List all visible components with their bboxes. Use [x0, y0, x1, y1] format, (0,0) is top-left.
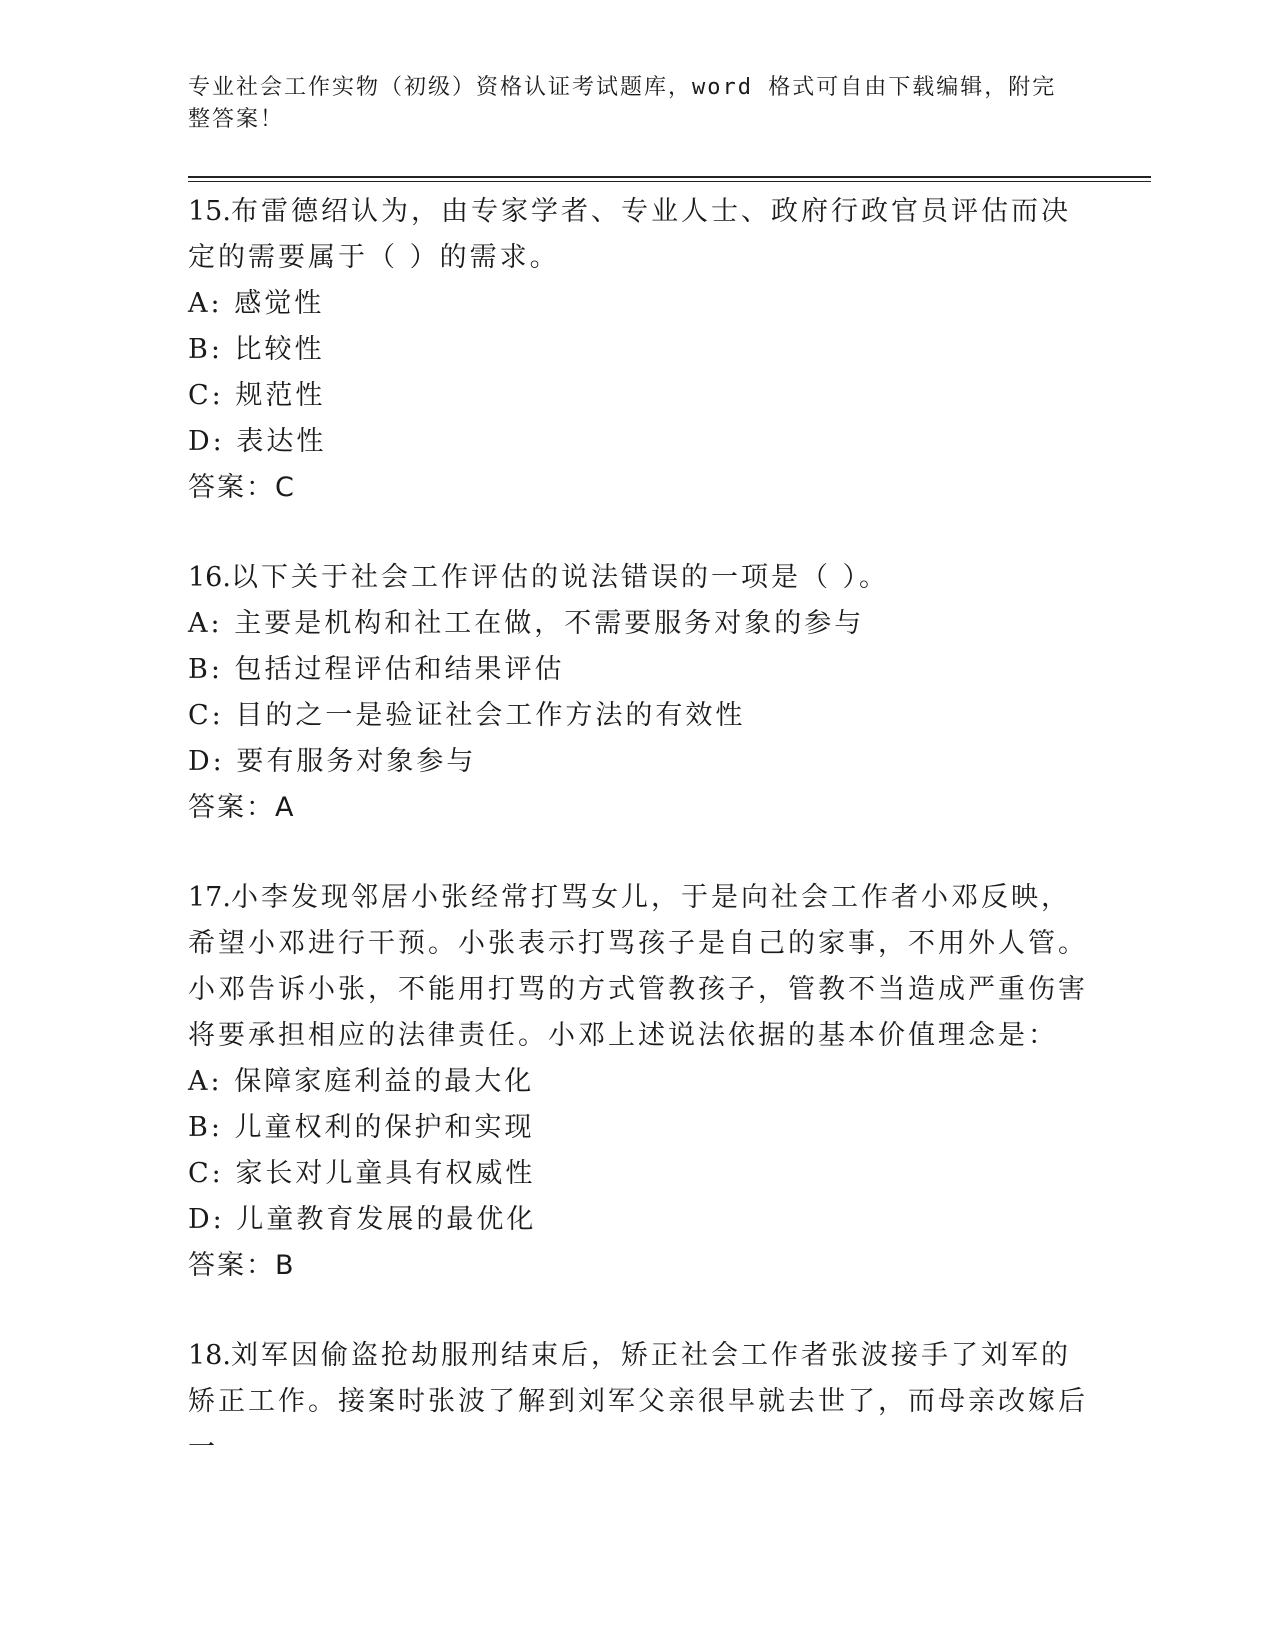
option-d [188, 1197, 1088, 1243]
option-c [188, 693, 1088, 739]
option-letter: C: [188, 700, 224, 731]
question-number: 16. [188, 562, 231, 593]
option-text: 包括过程评估和结果评估 [234, 654, 565, 685]
option-text: 家长对儿童具有权威性 [235, 1158, 536, 1189]
question-number: 17. [188, 882, 231, 913]
option-text: 感觉性 [234, 288, 325, 319]
question-text: 刘军因偷盗抢劫服刑结束后，矫正社会工作者张波接手了刘军的矫正工作。接案时张波了解到刘军父亲很早就去世了，而母亲改嫁后一 [188, 1340, 1088, 1463]
option-text: 儿童教育发展的最优化 [236, 1204, 537, 1235]
option-text: 要有服务对象参与 [236, 746, 477, 777]
option-c [188, 1151, 1088, 1197]
option-text: 主要是机构和社工在做，不需要服务对象的参与 [234, 608, 865, 639]
option-b [188, 1105, 1088, 1151]
option-text: 规范性 [235, 380, 326, 411]
option-letter: A: [188, 608, 223, 639]
answer-line: 答案：B [188, 1250, 296, 1281]
question-list [188, 189, 1088, 1515]
header-divider-thin [188, 181, 1151, 182]
question-number: 15. [188, 196, 231, 227]
option-letter: A: [188, 1066, 223, 1097]
option-d [188, 419, 1088, 465]
page-header [188, 72, 1068, 136]
question-text: 小李发现邻居小张经常打骂女儿，于是向社会工作者小邓反映，希望小邓进行干预。小张表示打骂孩子是自己的家事，不用外人管。小邓告诉小张，不能用打骂的方式管教孩子，管教不当造成严重伤害将要承担相应的法律责任。小邓上述说法依据的基本价值理念是： [188, 882, 1088, 1051]
question-16 [188, 555, 1088, 831]
option-letter: B: [188, 1112, 223, 1143]
question-stem [188, 555, 1088, 601]
question-18 [188, 1333, 1088, 1471]
option-letter: C: [188, 380, 224, 411]
option-c [188, 373, 1088, 419]
option-letter: A: [188, 288, 223, 319]
option-letter: B: [188, 334, 223, 365]
question-text: 布雷德绍认为，由专家学者、专业人士、政府行政官员评估而决定的需要属于（ ）的需求。 [188, 196, 1071, 273]
question-stem [188, 189, 1088, 281]
question-15 [188, 189, 1088, 511]
option-b [188, 327, 1088, 373]
option-text: 保障家庭利益的最大化 [234, 1066, 535, 1097]
option-a [188, 1059, 1088, 1105]
answer-line: 答案：C [188, 472, 296, 503]
question-17 [188, 875, 1088, 1289]
answer-line: 答案：A [188, 792, 296, 823]
question-text: 以下关于社会工作评估的说法错误的一项是（ ）。 [230, 562, 890, 593]
option-text: 目的之一是验证社会工作方法的有效性 [235, 700, 746, 731]
option-a [188, 281, 1088, 327]
option-letter: B: [188, 654, 223, 685]
header-line-1: 专业社会工作实物（初级）资格认证考试题库，word 格式可自由下载编辑，附完 [188, 75, 1057, 100]
question-stem [188, 1333, 1088, 1471]
question-stem [188, 875, 1088, 1059]
option-letter: C: [188, 1158, 224, 1189]
question-number: 18. [188, 1340, 231, 1371]
option-letter: D: [188, 426, 225, 457]
option-d [188, 739, 1088, 785]
header-line-2: 整答案！ [188, 107, 285, 132]
option-letter: D: [188, 746, 225, 777]
option-text: 比较性 [234, 334, 325, 365]
option-a [188, 601, 1088, 647]
option-b [188, 647, 1088, 693]
option-text: 表达性 [236, 426, 327, 457]
header-divider-thick [188, 176, 1151, 178]
option-letter: D: [188, 1204, 225, 1235]
option-text: 儿童权利的保护和实现 [234, 1112, 535, 1143]
